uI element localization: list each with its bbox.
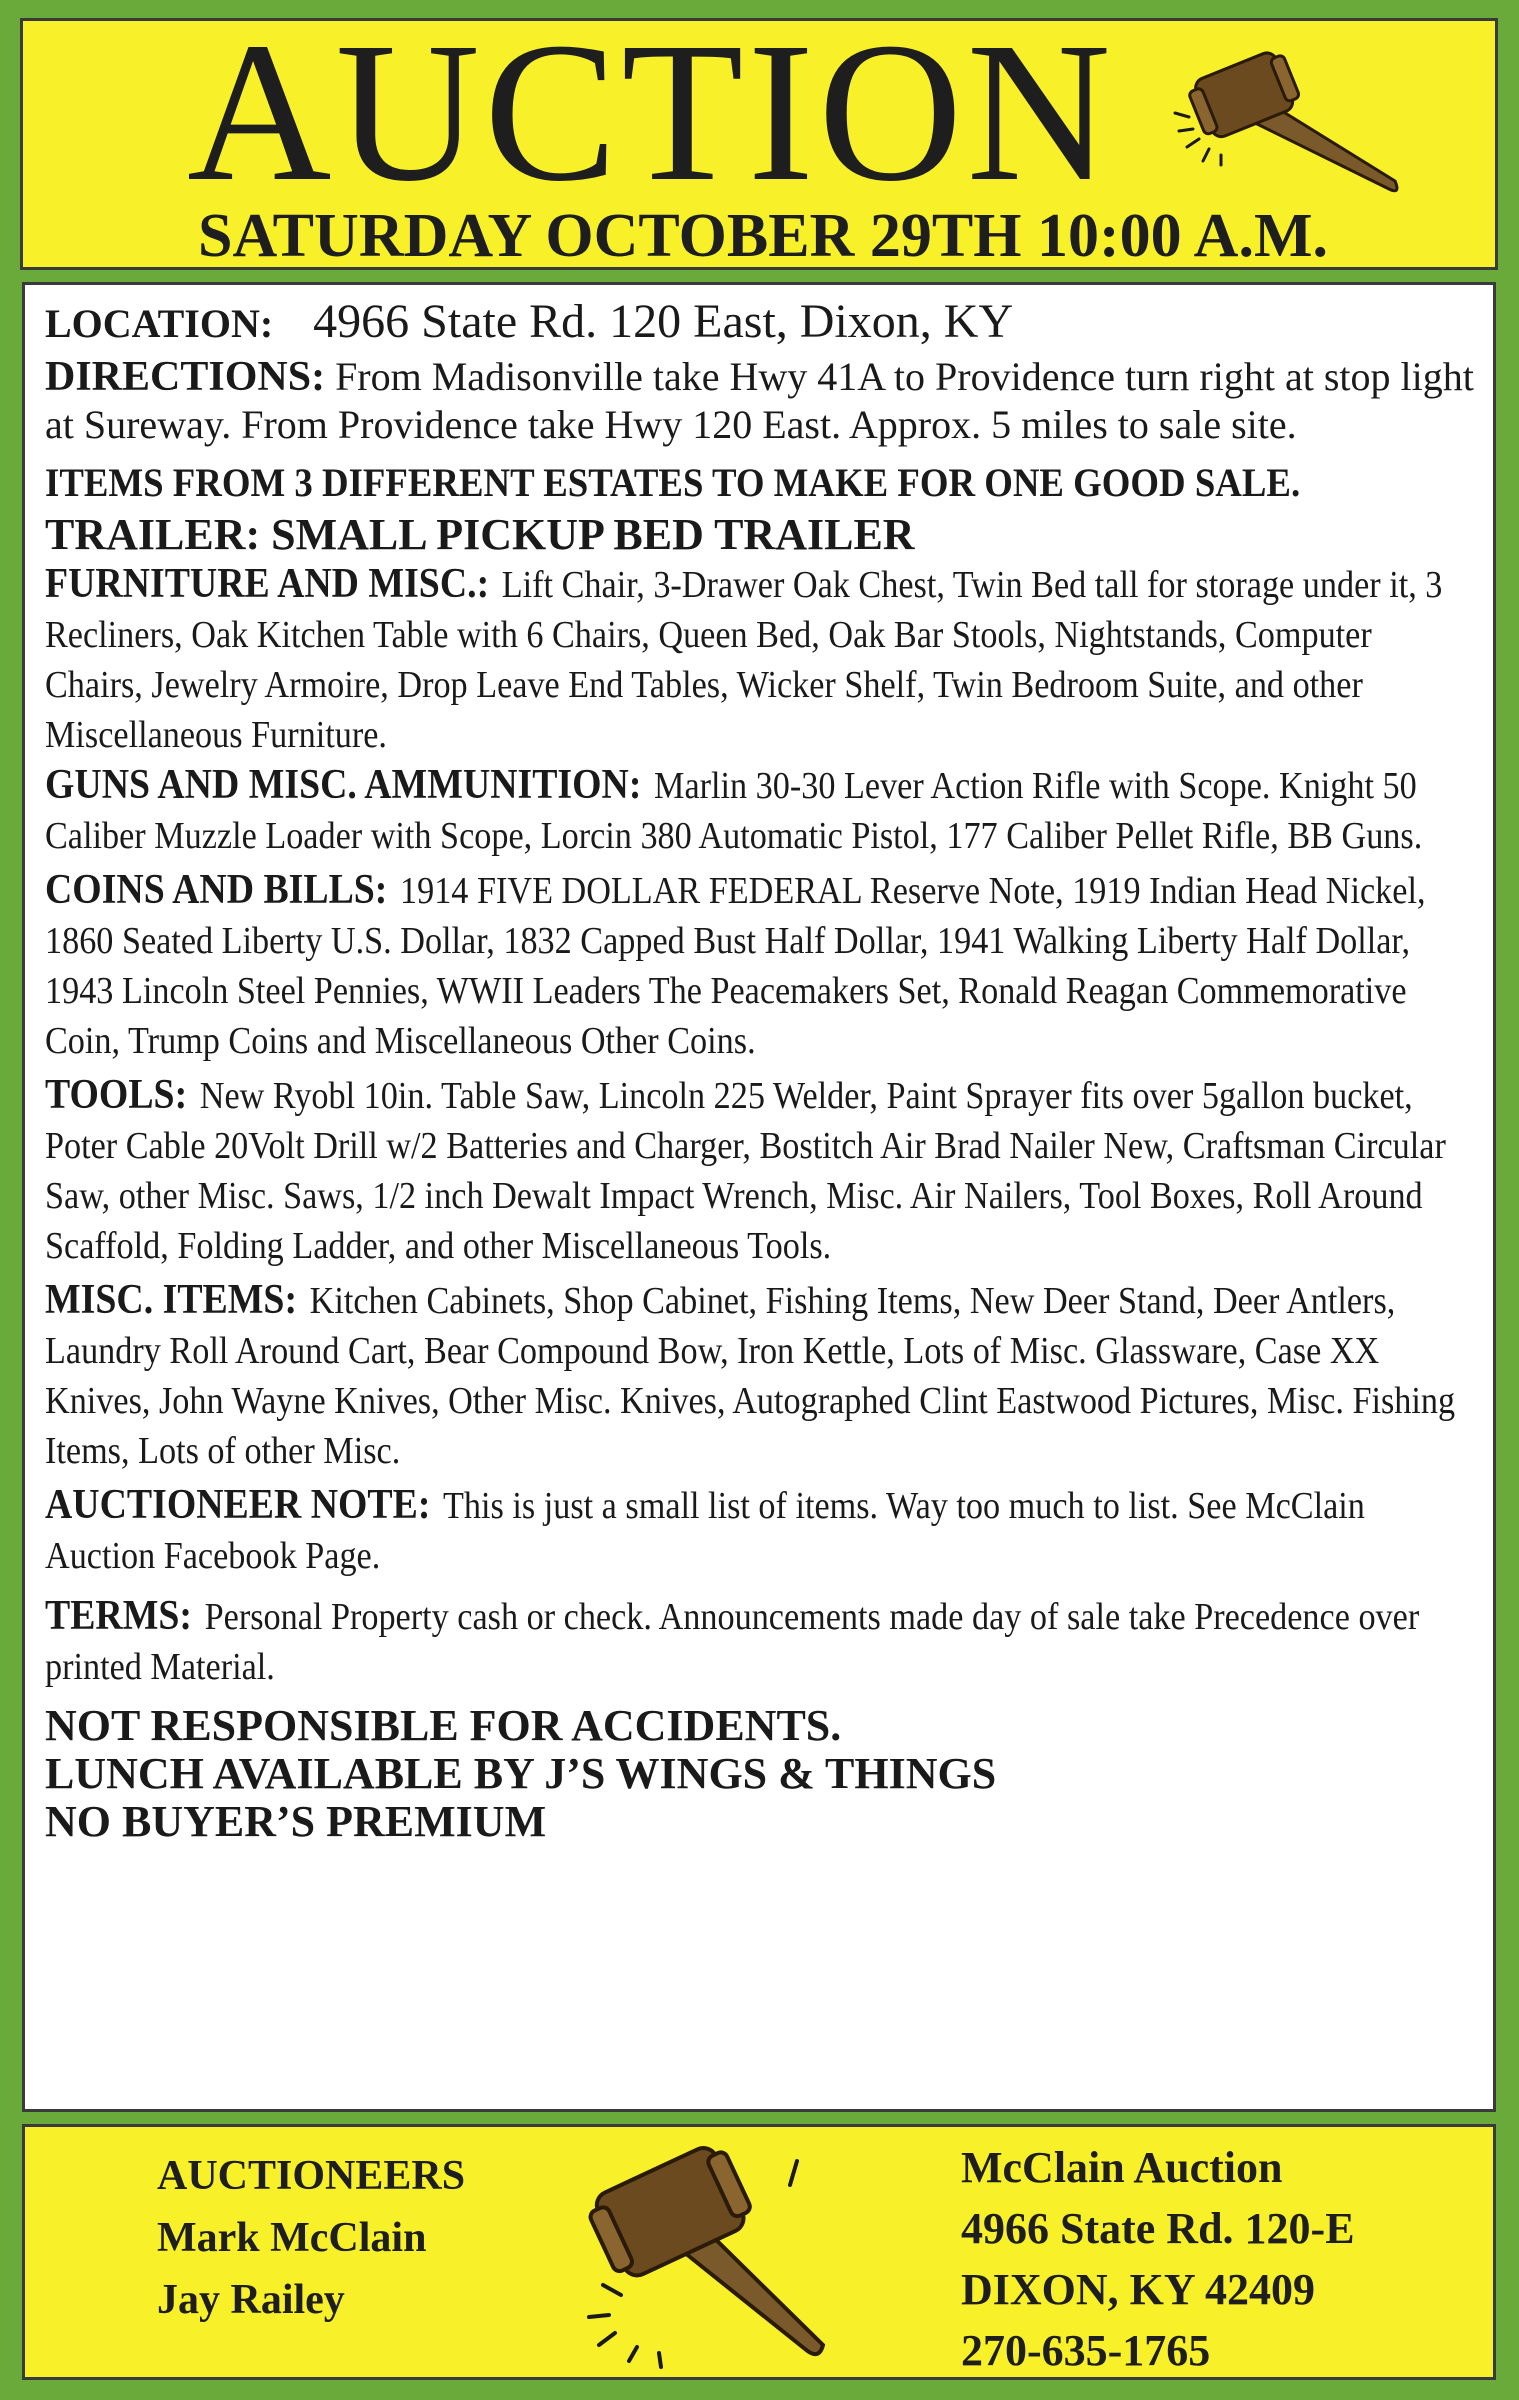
directions-text: From Madisonville take Hwy 41A to Providence turn right at stop light at Sureway. From Providence take Hwy 120 East. Approx. 5 miles to sale site.	[45, 354, 1474, 447]
coins-label: COINS AND BILLS:	[45, 867, 388, 913]
trailer-line: TRAILER: SMALL PICKUP BED TRAILER	[45, 510, 915, 559]
terms-label: TERMS:	[45, 1593, 193, 1639]
estates-line: ITEMS FROM 3 DIFFERENT ESTATES TO MAKE FOR ONE GOOD SALE.	[45, 460, 1301, 505]
furniture-label: FURNITURE AND MISC.:	[45, 561, 490, 607]
auctioneer-note-paragraph	[45, 1480, 1478, 1581]
tools-text: New Ryobl 10in. Table Saw, Lincoln 225 Welder, Paint Sprayer fits over 5gallon bucket, Poter Cable 20Volt Drill w/2 Batteries and Charger, Bostitch Air Brad Nailer New, Craftsman Circular Saw, other Misc. Saws, 1/2 inch Dewalt Impact Wrench, Misc. Air Nailers, Tool Boxes, Roll Around Scaffold, Folding Ladder, and other Miscellaneous Tools.	[45, 1075, 1446, 1267]
directions-paragraph	[45, 353, 1479, 449]
location-value: 4966 State Rd. 120 East, Dixon, KY	[313, 295, 1014, 348]
auctioneers-block	[157, 2145, 465, 2331]
location-line	[45, 293, 1479, 353]
misc-paragraph	[45, 1275, 1478, 1476]
location-label: LOCATION:	[45, 301, 274, 346]
terms-text: Personal Property cash or check. Announcements made day of sale take Precedence over printed Material.	[45, 1596, 1420, 1688]
tools-paragraph	[45, 1070, 1478, 1271]
gavel-icon	[1163, 43, 1413, 203]
sale-details	[22, 282, 1496, 2112]
no-premium-line: NO BUYER’S PREMIUM	[45, 1797, 547, 1846]
company-block	[961, 2137, 1355, 2381]
guns-label: GUNS AND MISC. AMMUNITION:	[45, 762, 642, 808]
auctioneers-heading: AUCTIONEERS	[157, 2153, 466, 2199]
gavel-icon	[555, 2135, 895, 2375]
auctioneer-name: Jay Railey	[157, 2277, 345, 2323]
lunch-line: LUNCH AVAILABLE BY J’S WINGS & THINGS	[45, 1749, 997, 1798]
tools-label: TOOLS:	[45, 1072, 188, 1118]
coins-paragraph	[45, 865, 1478, 1066]
furniture-paragraph	[45, 559, 1478, 760]
company-address-line1: 4966 State Rd. 120-E	[961, 2204, 1355, 2253]
furniture-text: Lift Chair, 3-Drawer Oak Chest, Twin Bed tall for storage under it, 3 Recliners, Oak Kitchen Table with 6 Chairs, Queen Bed, Oak Bar Stools, Nightstands, Computer Chairs, Jewelry Armoire, Drop Leave End Tables, Wicker Shelf, Twin Bedroom Suite, and other Miscellaneous Furniture.	[45, 564, 1443, 756]
auction-title: AUCTION	[187, 2, 1115, 223]
misc-text: Kitchen Cabinets, Shop Cabinet, Fishing Items, New Deer Stand, Deer Antlers, Laundry Roll Around Cart, Bear Compound Bow, Iron Kettle, Lots of Misc. Glassware, Case XX Knives, John Wayne Knives, Other Misc. Knives, Autographed Clint Eastwood Pictures, Misc. Fishing Items, Lots of other Misc.	[45, 1280, 1456, 1472]
footer-banner	[22, 2124, 1496, 2380]
not-responsible-line: NOT RESPONSIBLE FOR ACCIDENTS.	[45, 1701, 842, 1750]
coins-text: 1914 FIVE DOLLAR FEDERAL Reserve Note, 1919 Indian Head Nickel, 1860 Seated Liberty U.S. Dollar, 1832 Capped Bust Half Dollar, 1941 Walking Liberty Half Dollar, 1943 Lincoln Steel Pennies, WWII Leaders The Peacemakers Set, Ronald Reagan Commemorative Coin, Trump Coins and Miscellaneous Other Coins.	[45, 870, 1426, 1062]
auctioneer-note-label: AUCTIONEER NOTE:	[45, 1482, 431, 1528]
company-address-line2: DIXON, KY 42409	[961, 2265, 1316, 2314]
misc-label: MISC. ITEMS:	[45, 1277, 298, 1323]
directions-label: DIRECTIONS:	[45, 354, 326, 400]
terms-paragraph	[45, 1591, 1478, 1692]
sale-date: SATURDAY OCTOBER 29TH 10:00 A.M.	[198, 202, 1328, 270]
company-phone: 270-635-1765	[961, 2326, 1211, 2375]
header-banner	[20, 2, 1498, 270]
auctioneer-name: Mark McClain	[157, 2215, 427, 2261]
guns-paragraph	[45, 760, 1478, 861]
guns-text: Marlin 30-30 Lever Action Rifle with Scope. Knight 50 Caliber Muzzle Loader with Scope, Lorcin 380 Automatic Pistol, 177 Caliber Pellet Rifle, BB Guns.	[45, 765, 1423, 857]
auctioneer-note-text: This is just a small list of items. Way too much to list. See McClain Auction Facebook Page.	[45, 1485, 1365, 1577]
company-name: McClain Auction	[961, 2143, 1283, 2192]
